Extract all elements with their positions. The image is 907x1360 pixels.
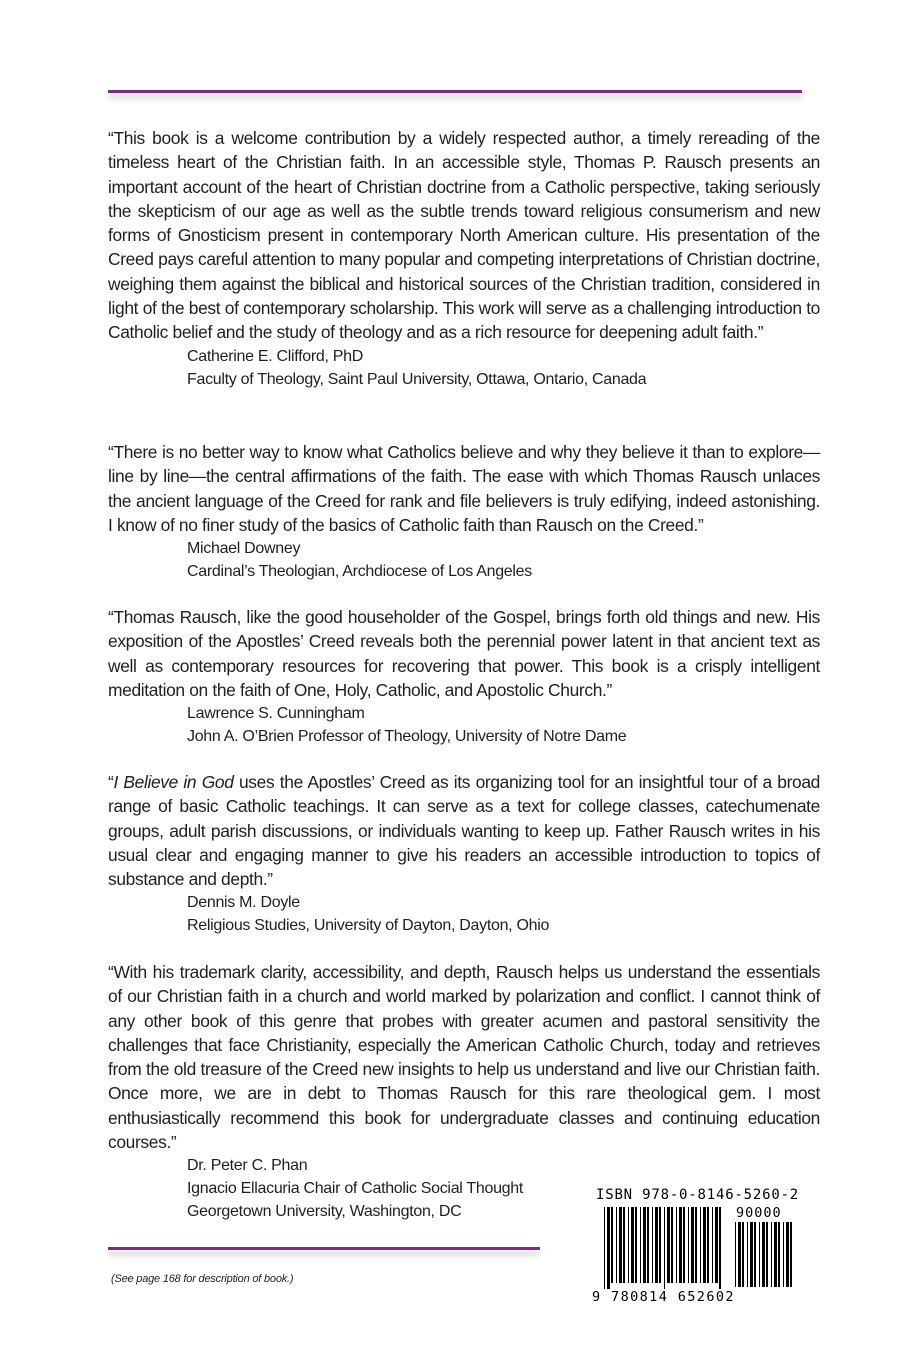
barcode-bar [616,1207,617,1283]
barcode-bar [683,1207,685,1283]
barcode-bar [719,1207,721,1289]
barcode-bar [679,1207,682,1283]
barcode-bar [762,1222,765,1287]
barcode-bar [738,1222,741,1287]
isbn-barcode [588,1187,804,1311]
barcode-bar [635,1207,637,1283]
endorser-affiliation-2: Georgetown University, Washington, DC [187,1203,462,1221]
barcode-bar [774,1222,777,1287]
barcode-bar [742,1222,744,1287]
barcode-bar [659,1207,661,1283]
barcode-bar [628,1207,629,1283]
endorser-affiliation: Religious Studies, University of Dayton, Dayton, Ohio [187,917,550,935]
endorsement-quote: “This book is a welcome contribution by a widely respected author, a timely rereading of the timeless heart of the Christian faith. In an accessible style, Thomas P. Rausch presents an important account of the heart of Christian doctrine from a Catholic perspective, taking seriously the skepticism of our age as well as the subtle trends toward religious consumerism and new forms of Gnosticism present in contemporary North American culture. His presentation of the Creed pays careful attention to many popular and competing interpretations of Christian doctrine, weighing them against the biblical and historical sources of the Christian tradition, considered in light of the best of contemporary scholarship. This work will serve as a challenging introduction to Catholic belief and the study of theology and as a rich resource for deepening adult faith.” [108,128,820,343]
endorser-affiliation: Ignacio Ellacuria Chair of Catholic Social Thought [187,1180,524,1198]
barcode-bar [691,1207,694,1283]
barcode-bar [647,1207,649,1283]
barcode-bar [676,1207,677,1283]
ean-barcode-bars [604,1207,722,1289]
barcode-bar [671,1207,673,1283]
endorsement-quote: “There is no better way to know what Catholics believe and why they believe it than to explore—line by line—the central affirmations of the faith. The ease with which Thomas Rausch unlaces the ancient language of the Creed for rank and file believers is truly edifying, indeed astonishing. I know of no finer study of the basics of Catholic faith than Rausch on the Creed.” [108,442,820,535]
barcode-bar [712,1207,713,1283]
endorsement-phan [108,960,820,1223]
barcode-bar [619,1207,622,1283]
endorser-affiliation: Faculty of Theology, Saint Paul University, Ottawa, Ontario, Canada [187,370,647,388]
endorsement-cunningham [108,605,820,748]
book-title: I Believe in God [113,772,234,792]
barcode-bar [611,1207,613,1283]
endorser-affiliation: Cardinal’s Theologian, Archdiocese of Los Angeles [187,563,532,581]
quote-text: uses the Apostles’ Creed as its organizing tool for an insightful tour of a broad range of basic Catholic teachings. It can serve as a text for college classes, catechumenate groups, adult parish discussions, or individuals wanting to keep up. Father Rausch writes in his usual clear and engaging manner to give his readers an accessible introduction to topics of substance and depth.” [108,772,820,890]
endorser-affiliation: John A. O’Brien Professor of Theology, University of Notre Dame [187,728,627,746]
barcode-bar [695,1207,697,1283]
endorsement-attribution [187,891,820,937]
endorser-name: Catherine E. Clifford, PhD [187,347,363,365]
endorsement-quote: “With his trademark clarity, accessibility, and depth, Rausch helps us understand the essentials of our Christian faith in a church and world marked by polarization and conflict. I cannot think of any other book of this genre that probes with greater acumen and pastoral sensitivity the challenges that face Christianity, especially the American Catholic Church, today and retrieves from the old treasure of the Creed new insights to help us understand and live our Christian faith. Once more, we are in debt to Thomas Rausch for this rare theological gem. I most enthusiastically recommend this book for undergraduate classes and continuing education courses.” [108,962,820,1153]
barcode-bar [700,1207,701,1283]
endorsement-quote: “Thomas Rausch, like the good householder of the Gospel, brings forth old things and new. His exposition of the Apostles’ Creed reveals both the perennial power latent in that ancient text as well as contemporary resources for recovering that power. This book is a crisply intelligent meditation on the faith of One, Holy, Catholic, and Apostolic Church.” [108,607,820,700]
barcode-bar [655,1207,658,1283]
barcode-bar [754,1222,756,1287]
barcode-bar [750,1222,753,1287]
barcode-bar [667,1207,670,1283]
endorser-name: Dr. Peter C. Phan [187,1157,308,1175]
barcode-bar [735,1222,736,1287]
endorser-name: Michael Downey [187,540,301,558]
top-divider-rule [108,90,802,93]
endorsement-doyle [108,770,820,937]
barcode-bar [652,1207,653,1283]
barcode-bar [631,1207,634,1283]
endorsement-attribution [187,537,820,583]
endorsement-quote [108,770,820,891]
barcode-bar [747,1222,748,1287]
barcode-bar [759,1222,760,1287]
quote-open-mark: “ [108,772,114,792]
endorsement-clifford [108,126,820,391]
page-reference-note: (See page 168 for description of book.) [111,1273,294,1285]
barcode-bar [715,1207,718,1283]
endorsement-downey [108,440,820,583]
endorser-name: Lawrence S. Cunningham [187,705,365,723]
barcode-bar [766,1222,768,1287]
endorser-name: Dennis M. Doyle [187,894,300,912]
barcode-bar [707,1207,709,1283]
barcode-bar [771,1222,772,1287]
barcode-bar [623,1207,625,1283]
barcode-bar [703,1207,706,1283]
barcode-bar [688,1207,689,1283]
barcode-bar [790,1222,792,1287]
barcode-bar [643,1207,646,1283]
price-addon-code: 90000 [736,1205,782,1221]
barcode-bar [786,1222,789,1287]
barcode-bar [607,1207,610,1289]
barcode-bar [640,1207,641,1283]
isbn-number: ISBN 978-0-8146-5260-2 [596,1187,800,1203]
barcode-bar [664,1207,665,1289]
bottom-divider-rule [108,1247,540,1250]
endorsement-attribution [187,702,820,748]
barcode-bar [783,1222,784,1287]
addon-barcode-bars [735,1222,793,1293]
ean-digits: 9 780814 652602 [592,1289,735,1305]
barcode-bar [778,1222,780,1287]
endorsement-attribution [187,345,820,391]
barcode-bar [604,1207,605,1289]
